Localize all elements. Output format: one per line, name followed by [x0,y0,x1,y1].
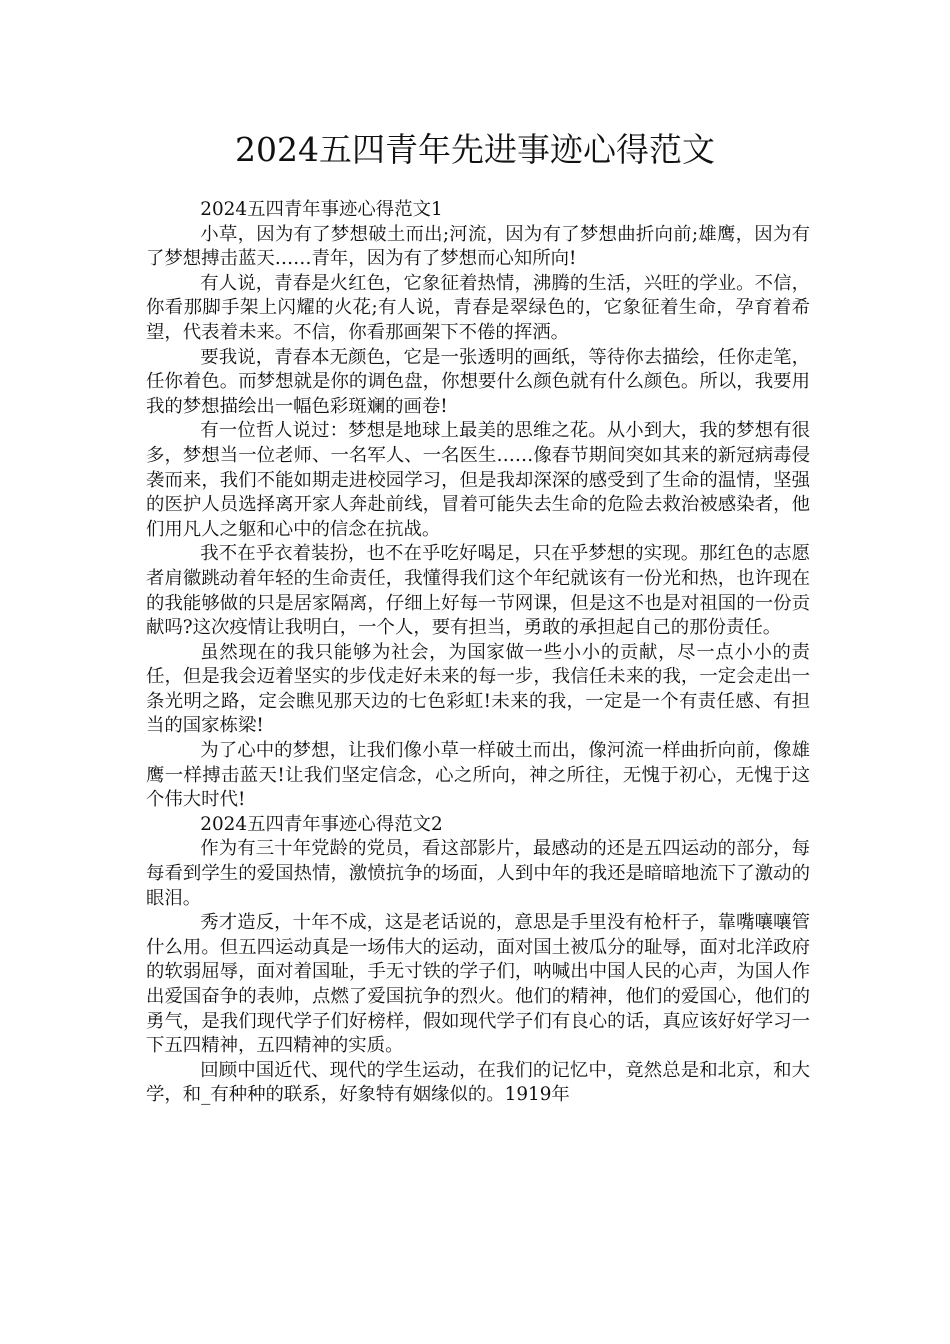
paragraph: 虽然现在的我只能够为社会，为国家做一些小小的贡献，尽一点小小的责任，但是我会迈着坚实的步伐走好未来的每一步，我信任未来的我，一定会走出一条光明之路，定会瞧见那天边的七色彩虹!未来的我，一定是一个有责任感、有担当的国家栋梁! [146,641,810,737]
paragraph: 为了心中的梦想，让我们像小草一样破土而出，像河流一样曲折向前，像雄鹰一样搏击蓝天!让我们坚定信念，心之所向，神之所往，无愧于初心，无愧于这个伟大时代! [146,740,810,811]
paragraph: 秀才造反，十年不成，这是老话说的，意思是手里没有枪杆子，靠嘴嚷嚷管什么用。但五四运动真是一场伟大的运动，面对国土被瓜分的耻辱，面对北洋政府的软弱屈辱，面对着国耻，手无寸铁的学子们，呐喊出中国人民的心声，为国人作出爱国奋争的表帅，点燃了爱国抗争的烈火。他们的精神，他们的爱国心，他们的勇气，是我们现代学子们好榜样，假如现代学子们有良心的话，真应该好好学习一下五四精神，五四精神的实质。 [146,912,810,1057]
paragraph: 有人说，青春是火红色，它象征着热情，沸腾的生活，兴旺的学业。不信，你看那脚手架上闪耀的火花;有人说，青春是翠绿色的，它象征着生命，孕育着希望，代表着未来。不信，你看那画架下不倦的挥洒。 [146,272,810,343]
document-title: 2024五四青年先进事迹心得范文 [235,130,715,169]
paragraph: 我不在乎衣着装扮，也不在乎吃好喝足，只在乎梦想的实现。那红色的志愿者肩徽跳动着年轻的生命责任，我懂得我们这个年纪就该有一份光和热，也许现在的我能够做的只是居家隔离，仔细上好每一节网课，但是这不也是对祖国的一份贡献吗?这次疫情让我明白，一个人，要有担当，勇敢的承担起自己的那份责任。 [146,543,810,639]
paragraph: 作为有三十年党龄的党员，看这部影片，最感动的还是五四运动的部分，每每看到学生的爱国热情，激愤抗争的场面，人到中年的我还是暗暗地流下了激动的眼泪。 [146,838,810,909]
section-heading: 2024五四青年事迹心得范文2 [200,813,443,835]
paragraph: 有一位哲人说过：梦想是地球上最美的思维之花。从小到大，我的梦想有很多，梦想当一位老师、一名军人、一名医生……像春节期间突如其来的新冠病毒侵袭而来，我们不能如期走进校园学习，但是我却深深的感受到了生命的温情，坚强的医护人员选择离开家人奔赴前线，冒着可能失去生命的危险去救治被感染者，他们用凡人之躯和心中的信念在抗战。 [146,420,810,540]
paragraph: 回顾中国近代、现代的学生运动，在我们的记忆中，竟然总是和北京，和大学，和_有种种的联系，好象特有姻缘似的。1919年 [146,1059,810,1106]
paragraph: 小草，因为有了梦想破土而出;河流，因为有了梦想曲折向前;雄鹰，因为有了梦想搏击蓝天……青年，因为有了梦想而心知所向! [146,223,810,270]
paragraph: 要我说，青春本无颜色，它是一张透明的画纸，等待你去描绘，任你走笔，任你着色。而梦想就是你的调色盘，你想要什么颜色就有什么颜色。所以，我要用我的梦想描绘出一幅色彩斑斓的画卷! [146,346,810,417]
document-body [146,198,810,1228]
section-heading: 2024五四青年事迹心得范文1 [200,199,443,220]
